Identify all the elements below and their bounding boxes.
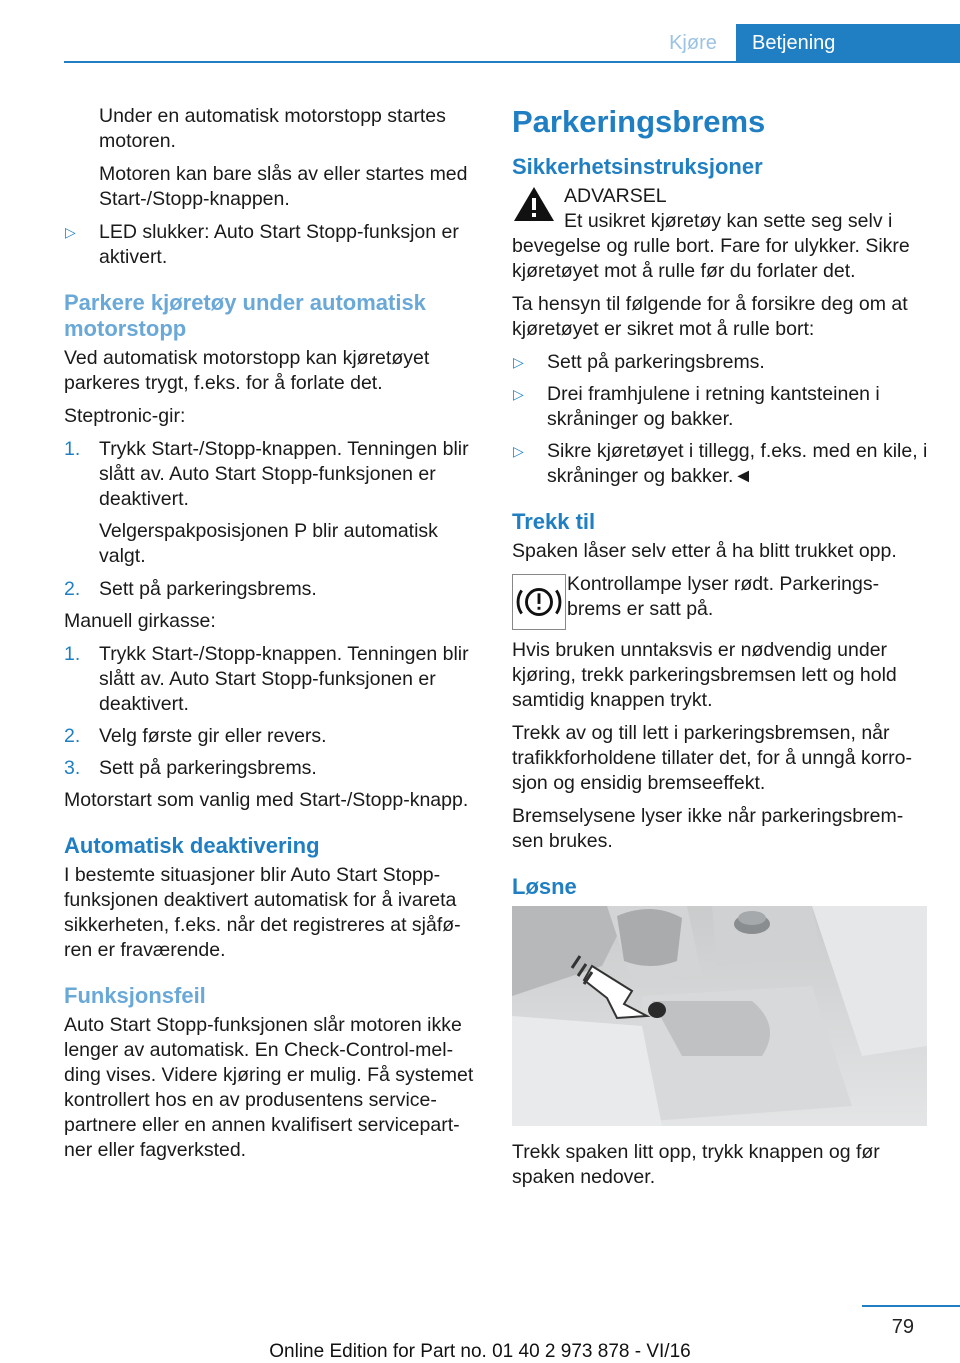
paragraph: Steptronic-gir:: [64, 405, 186, 427]
paragraph: Hvis bruken unntaksvis er nødvendig under kjøring, trekk parkeringsbremsen lett og hold samtidig knappen trykt.: [512, 639, 897, 711]
list-item: 3. Sett på parkeringsbrems.: [64, 757, 317, 779]
section-heading: Funksjonsfeil: [64, 983, 206, 1008]
paragraph: Velgerspakposisjonen P blir automatisk valgt.: [99, 520, 438, 567]
bullet-triangle-icon: ▷: [513, 443, 524, 459]
list-item: 2. Velg første gir eller revers.: [64, 725, 327, 747]
indicator-lamp-block: [512, 572, 932, 630]
list-item: 1. Trykk Start-/Stopp-knappen. Tenningen blir slått av. Auto Start Stopp-funksjonen er deaktivert.: [64, 438, 469, 510]
paragraph: I bestemte situasjoner blir Auto Start Stopp-funksjonen deaktivert automatisk for å ivareta sikkerheten, f.eks. når det registreres at sjåfø-ren er fraværende.: [64, 864, 461, 961]
tab-betjening[interactable]: Betjening: [736, 24, 960, 63]
tab-kjore[interactable]: Kjøre: [669, 32, 717, 54]
parking-brake-photo: [512, 906, 927, 1126]
bullet-triangle-icon: ▷: [513, 386, 524, 402]
page-title: Parkeringsbrems: [512, 104, 766, 139]
paragraph: Motorstart som vanlig med Start-/Stopp-knapp.: [64, 789, 469, 811]
bullet-triangle-icon: ▷: [65, 224, 76, 240]
list-item: ▷ Drei framhjulene i retning kantsteinen i skråninger og bakker.: [513, 383, 880, 430]
lamp-text: Kontrollampe lyser rødt. Parkerings-brems er satt på.: [567, 573, 880, 620]
section-heading: Løsne: [512, 874, 577, 899]
bullet-triangle-icon: ▷: [513, 354, 524, 370]
footer-edition: Online Edition for Part no. 01 40 2 973 878 - VI/16: [269, 1341, 691, 1362]
warning-block: [512, 184, 932, 209]
page-number: 79: [891, 1316, 914, 1338]
paragraph: Ta hensyn til følgende for å forsikre deg om at kjøretøyet er sikret mot å rulle bort:: [512, 293, 908, 340]
paragraph: Trekk spaken litt opp, trykk knappen og før spaken nedover.: [512, 1141, 880, 1188]
section-heading: Trekk til: [512, 509, 596, 534]
footer-rule: [862, 1305, 960, 1307]
warning-triangle-icon: [512, 184, 556, 224]
paragraph: Manuell girkasse:: [64, 610, 216, 632]
section-heading: Automatisk deaktivering: [64, 833, 320, 858]
warning-title: ADVARSEL: [564, 185, 667, 207]
section-heading: Parkere kjøretøy under automatisk motorstopp: [64, 290, 426, 341]
paragraph: Ved automatisk motorstopp kan kjøretøyet parkeres trygt, f.eks. for å forlate det.: [64, 347, 430, 394]
list-item: 1. Trykk Start-/Stopp-knappen. Tenningen blir slått av. Auto Start Stopp-funksjonen er deaktivert.: [64, 643, 469, 715]
paragraph: Trekk av og till lett i parkeringsbremsen, når trafikkforholdene tillater det, for å unngå korro-sjon og ensidig bremseeffekt.: [512, 722, 912, 794]
warning-text: Et usikret kjøretøy kan sette seg selv i bevegelse og rulle bort. Fare for ulykker. Sikre kjøretøyet mot å rulle før du forlater det.: [512, 210, 910, 282]
list-item: ▷ Sikre kjøretøyet i tillegg, f.eks. med en kile, i skråninger og bakker.◄: [513, 440, 928, 487]
paragraph: Bremselysene lyser ikke når parkeringsbrem-sen brukes.: [512, 805, 904, 852]
paragraph: Spaken låser selv etter å ha blitt trukket opp.: [512, 540, 897, 562]
list-item: ▷ Sett på parkeringsbrems.: [513, 351, 765, 373]
left-column: [64, 104, 484, 1171]
section-heading: Sikkerhetsinstruksjoner: [512, 154, 763, 179]
list-item: 2. Sett på parkeringsbrems.: [64, 578, 317, 600]
right-column: [512, 104, 932, 1198]
paragraph: Motoren kan bare slås av eller startes med Start-/Stopp-knappen.: [99, 163, 468, 210]
paragraph: Under en automatisk motorstopp startes motoren.: [99, 105, 446, 152]
brake-warning-lamp-icon: [512, 574, 566, 630]
paragraph: Auto Start Stopp-funksjonen slår motoren ikke lenger av automatisk. En Check-Control-mel-ding vises. Videre kjøring er mulig. Få systemet kontrollert hos en av produsentens service-partnere eller en annen kvalifisert servicepart-ner eller fagverksted.: [64, 1014, 474, 1161]
list-item: ▷ LED slukker: Auto Start Stopp-funksjon er aktivert.: [65, 221, 459, 268]
